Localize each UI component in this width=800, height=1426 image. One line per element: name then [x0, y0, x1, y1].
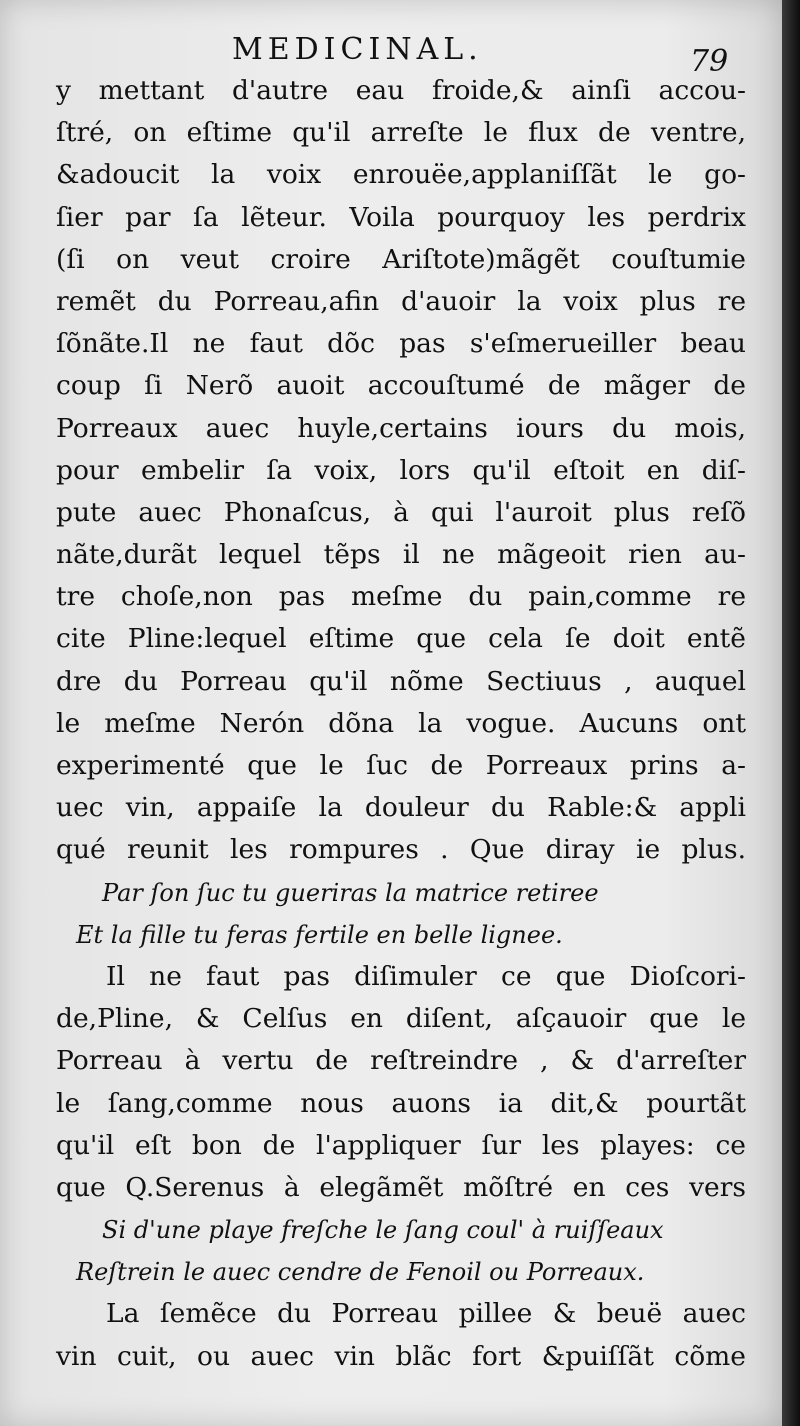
page-header	[0, 26, 782, 79]
text-line: ſõnãte.Il ne faut dõc pas s'eſmerueiller beau	[56, 328, 746, 360]
text-line: vin cuit, ou auec vin blãc fort &puiſſãt cõme	[56, 1340, 746, 1372]
text-line: le meſme Nerón dõna la vogue. Aucuns ont	[56, 707, 746, 739]
verse-line: Et la fille tu feras fertile en belle lignee.	[76, 920, 563, 949]
text-line: pute auec Phonaſcus, à qui l'auroit plus reſõ	[56, 496, 746, 528]
text-line: experimenté que le ſuc de Porreaux prins a-	[56, 750, 746, 781]
verse-line: Par ſon ſuc tu gueriras la matrice retiree	[102, 878, 599, 907]
book-spine-shadow	[782, 0, 800, 1426]
text-line: ſtré, on eſtime qu'il arreſte le flux de ventre,	[56, 117, 746, 149]
text-line: le ſang,comme nous auons ia dit,& pourtãt	[56, 1087, 746, 1119]
text-line: de,Pline, & Celſus en diſent, aſçauoir que le	[56, 1003, 746, 1035]
text-line: Porreaux auec huyle,certains iours du mois,	[56, 412, 746, 444]
verse-line: Si d'une playe freſche le ſang coul' à ruiſſeaux	[102, 1216, 664, 1245]
text-line: que Q.Serenus à elegãmẽt mõſtré en ces vers	[56, 1171, 746, 1203]
text-line: coup ſi Nerõ auoit accouſtumé de mãger de	[56, 370, 746, 402]
text-line: Porreau à vertu de reſtreindre , & d'arreſter	[56, 1045, 746, 1077]
text-line: qué reunit les rompures . Que diray ie plus.	[56, 834, 746, 866]
verse-line: Reſtrein le auec cendre de Fenoil ou Porreaux.	[76, 1258, 645, 1287]
text-line: dre du Porreau qu'il nõme Sectiuus , auquel	[56, 665, 746, 697]
text-line: (ſi on veut croire Ariſtote)mãgẽt couſtumie	[56, 243, 746, 275]
running-title: MEDICINAL.	[232, 32, 483, 67]
text-line: pour embelir ſa voix, lors qu'il eſtoit en diſ-	[56, 454, 746, 486]
text-line: y mettant d'autre eau froide,& ainſi accou-	[56, 75, 746, 106]
text-line: cite Pline:lequel eſtime que cela ſe doit entẽ	[56, 623, 746, 655]
text-line: uec vin, appaiſe la douleur du Rable:& appli	[56, 792, 746, 824]
text-line: &adoucit la voix enrouëe,applaniſſãt le go-	[56, 159, 746, 191]
text-line: nãte,durãt lequel tẽps il ne mãgeoit rien au-	[56, 539, 746, 571]
text-line: ſier par ſa lẽteur. Voila pourquoy les perdrix	[56, 201, 746, 233]
page-number: 79	[690, 44, 729, 79]
text-line: qu'il eſt bon de l'appliquer ſur les playes: ce	[56, 1129, 746, 1161]
text-line: remẽt du Porreau,afin d'auoir la voix plus re	[56, 285, 746, 317]
paragraph-start-line: La ſemẽce du Porreau pillee & beuë auec	[106, 1298, 746, 1330]
body-text	[56, 70, 746, 1378]
paragraph-start-line: Il ne faut pas diſimuler ce que Dioſcori-	[106, 960, 746, 992]
text-line: tre choſe,non pas meſme du pain,comme re	[56, 581, 746, 613]
